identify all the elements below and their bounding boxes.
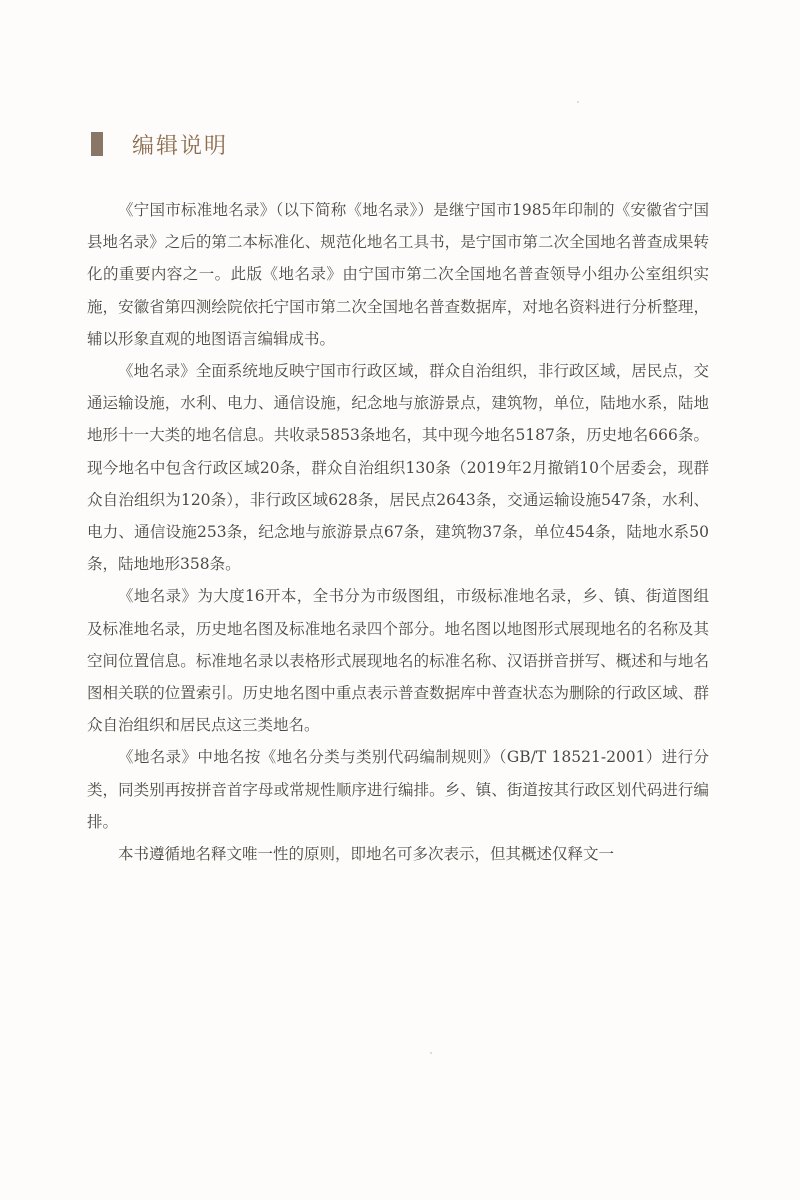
paragraph: 《地名录》全面系统地反映宁国市行政区域，群众自治组织，非行政区域，居民点，交通运输设施，水利、电力、通信设施，纪念地与旅游景点，建筑物，单位，陆地水系，陆地地形十一大类的地名信息。共收录5853条地名，其中现今地名5187条，历史地名666条。现今地名中包含行政区域20条，群众自治组织130条（2019年2月撤销10个居委会，现群众自治组织为120条），非行政区域628条，居民点2643条，交通运输设施547条，水利、电力、通信设施253条，纪念地与旅游景点67条，建筑物37条，单位454条，陆地水系50条，陆地地形358条。 bbox=[87, 362, 709, 574]
heading-square-icon bbox=[91, 132, 103, 156]
paragraph: 《宁国市标准地名录》（以下简称《地名录》）是继宁国市1985年印制的《安徽省宁国县地名录》之后的第二本标准化、规范化地名工具书，是宁国市第二次全国地名普查成果转化的重要内容之一。此版《地名录》由宁国市第二次全国地名普查领导小组办公室组织实施，安徽省第四测绘院依托宁国市第二次全国地名普查数据库，对地名资料进行分析整理，辅以形象直观的地图语言编辑成书。 bbox=[87, 201, 709, 348]
paragraph: 《地名录》中地名按《地名分类与类别代码编制规则》（GB/T 18521-2001）进行分类，同类别再按拼音首字母或常规性顺序进行编排。乡、镇、街道按其行政区划代码进行编排。 bbox=[87, 748, 709, 831]
body-text bbox=[87, 194, 709, 870]
section-title: 编辑说明 bbox=[132, 133, 229, 159]
section-heading bbox=[91, 128, 228, 160]
paper-speck bbox=[577, 101, 579, 103]
paper-speck bbox=[430, 1052, 432, 1054]
paragraph: 《地名录》为大度16开本，全书分为市级图组，市级标准地名录，乡、镇、街道图组及标准地名录，历史地名图及标准地名录四个部分。地名图以地图形式展现地名的名称及其空间位置信息。标准地名录以表格形式展现地名的标准名称、汉语拼音拼写、概述和与地名图相关联的位置索引。历史地名图中重点表示普查数据库中普查状态为删除的行政区域、群众自治组织和居民点这三类地名。 bbox=[87, 587, 709, 735]
paragraph: 本书遵循地名释文唯一性的原则，即地名可多次表示，但其概述仅释文一 bbox=[118, 845, 615, 864]
